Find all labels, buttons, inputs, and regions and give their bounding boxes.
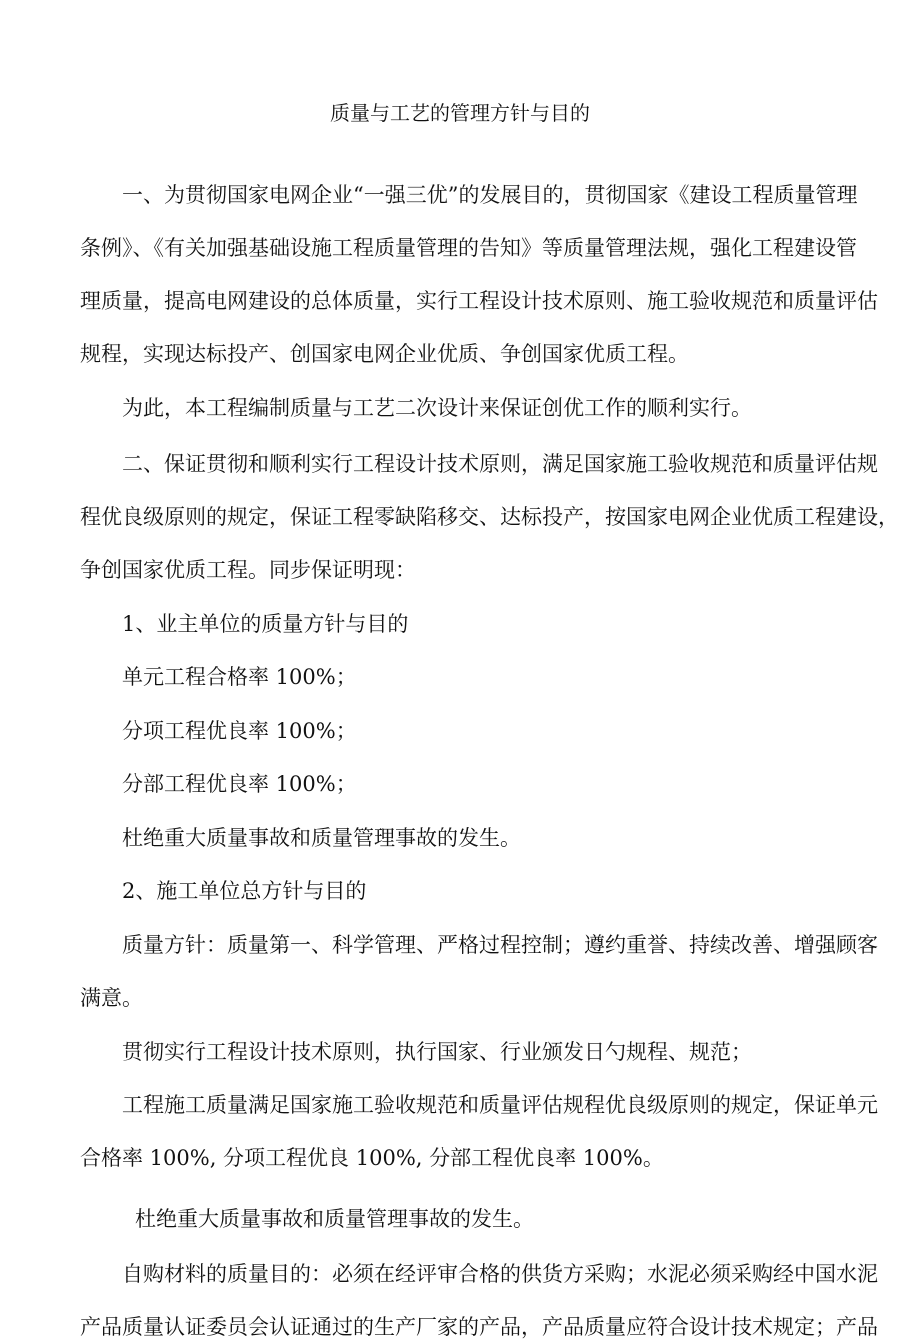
paragraph-line: 合格率 100%, 分项工程优良 100%, 分部工程优良率 100%。 — [80, 1146, 664, 1170]
paragraph-line: 为此，本工程编制质量与工艺二次设计来保证创优工作的顺利实行。 — [122, 396, 752, 420]
paragraph-line: 程优良级原则的规定，保证工程零缺陷移交、达标投产，按国家电网企业优质工程建设， — [80, 505, 899, 529]
paragraph-line: 贯彻实行工程设计技术原则，执行国家、行业颁发日勺规程、规范； — [122, 1040, 752, 1064]
paragraph-line: 条例》、《有关加强基础设施工程质量管理的告知》等质量管理法规，强化工程建设管 — [80, 236, 857, 260]
paragraph-line: 争创国家优质工程。同步保证明现： — [80, 558, 416, 582]
paragraph-line: 杜绝重大质量事故和质量管理事故的发生。 — [122, 826, 521, 850]
paragraph-line: 杜绝重大质量事故和质量管理事故的发生。 — [135, 1207, 534, 1231]
paragraph-line: 分部工程优良率 100%； — [122, 772, 357, 796]
paragraph-line: 理质量，提高电网建设的总体质量，实行工程设计技术原则、施工验收规范和质量评估 — [80, 289, 878, 313]
paragraph-line: 产品质量认证委员会认证通过的生产厂家的产品，产品质量应符合设计技术规定；产品 — [80, 1315, 878, 1339]
paragraph-line: 一、为贯彻国家电网企业“一强三优”的发展目的，贯彻国家《建设工程质量管理 — [122, 183, 858, 207]
paragraph-line: 二、保证贯彻和顺利实行工程设计技术原则，满足国家施工验收规范和质量评估规 — [122, 452, 878, 476]
paragraph-line: 分项工程优良率 100%； — [122, 719, 357, 743]
document-title: 质量与工艺的管理方针与目的 — [330, 101, 590, 125]
paragraph-line: 规程，实现达标投产、创国家电网企业优质、争创国家优质工程。 — [80, 342, 689, 366]
paragraph-line: 单元工程合格率 100%； — [122, 665, 357, 689]
paragraph-line: 质量方针：质量第一、科学管理、严格过程控制；遵约重誉、持续改善、增强顾客 — [122, 933, 878, 957]
section-heading: 1、业主单位的质量方针与目的 — [122, 612, 409, 636]
paragraph-line: 满意。 — [80, 986, 143, 1010]
paragraph-line: 工程施工质量满足国家施工验收规范和质量评估规程优良级原则的规定，保证单元 — [122, 1093, 878, 1117]
section-heading: 2、施工单位总方针与目的 — [122, 879, 367, 903]
paragraph-line: 自购材料的质量目的：必须在经评审合格的供货方采购；水泥必须采购经中国水泥 — [122, 1262, 878, 1286]
